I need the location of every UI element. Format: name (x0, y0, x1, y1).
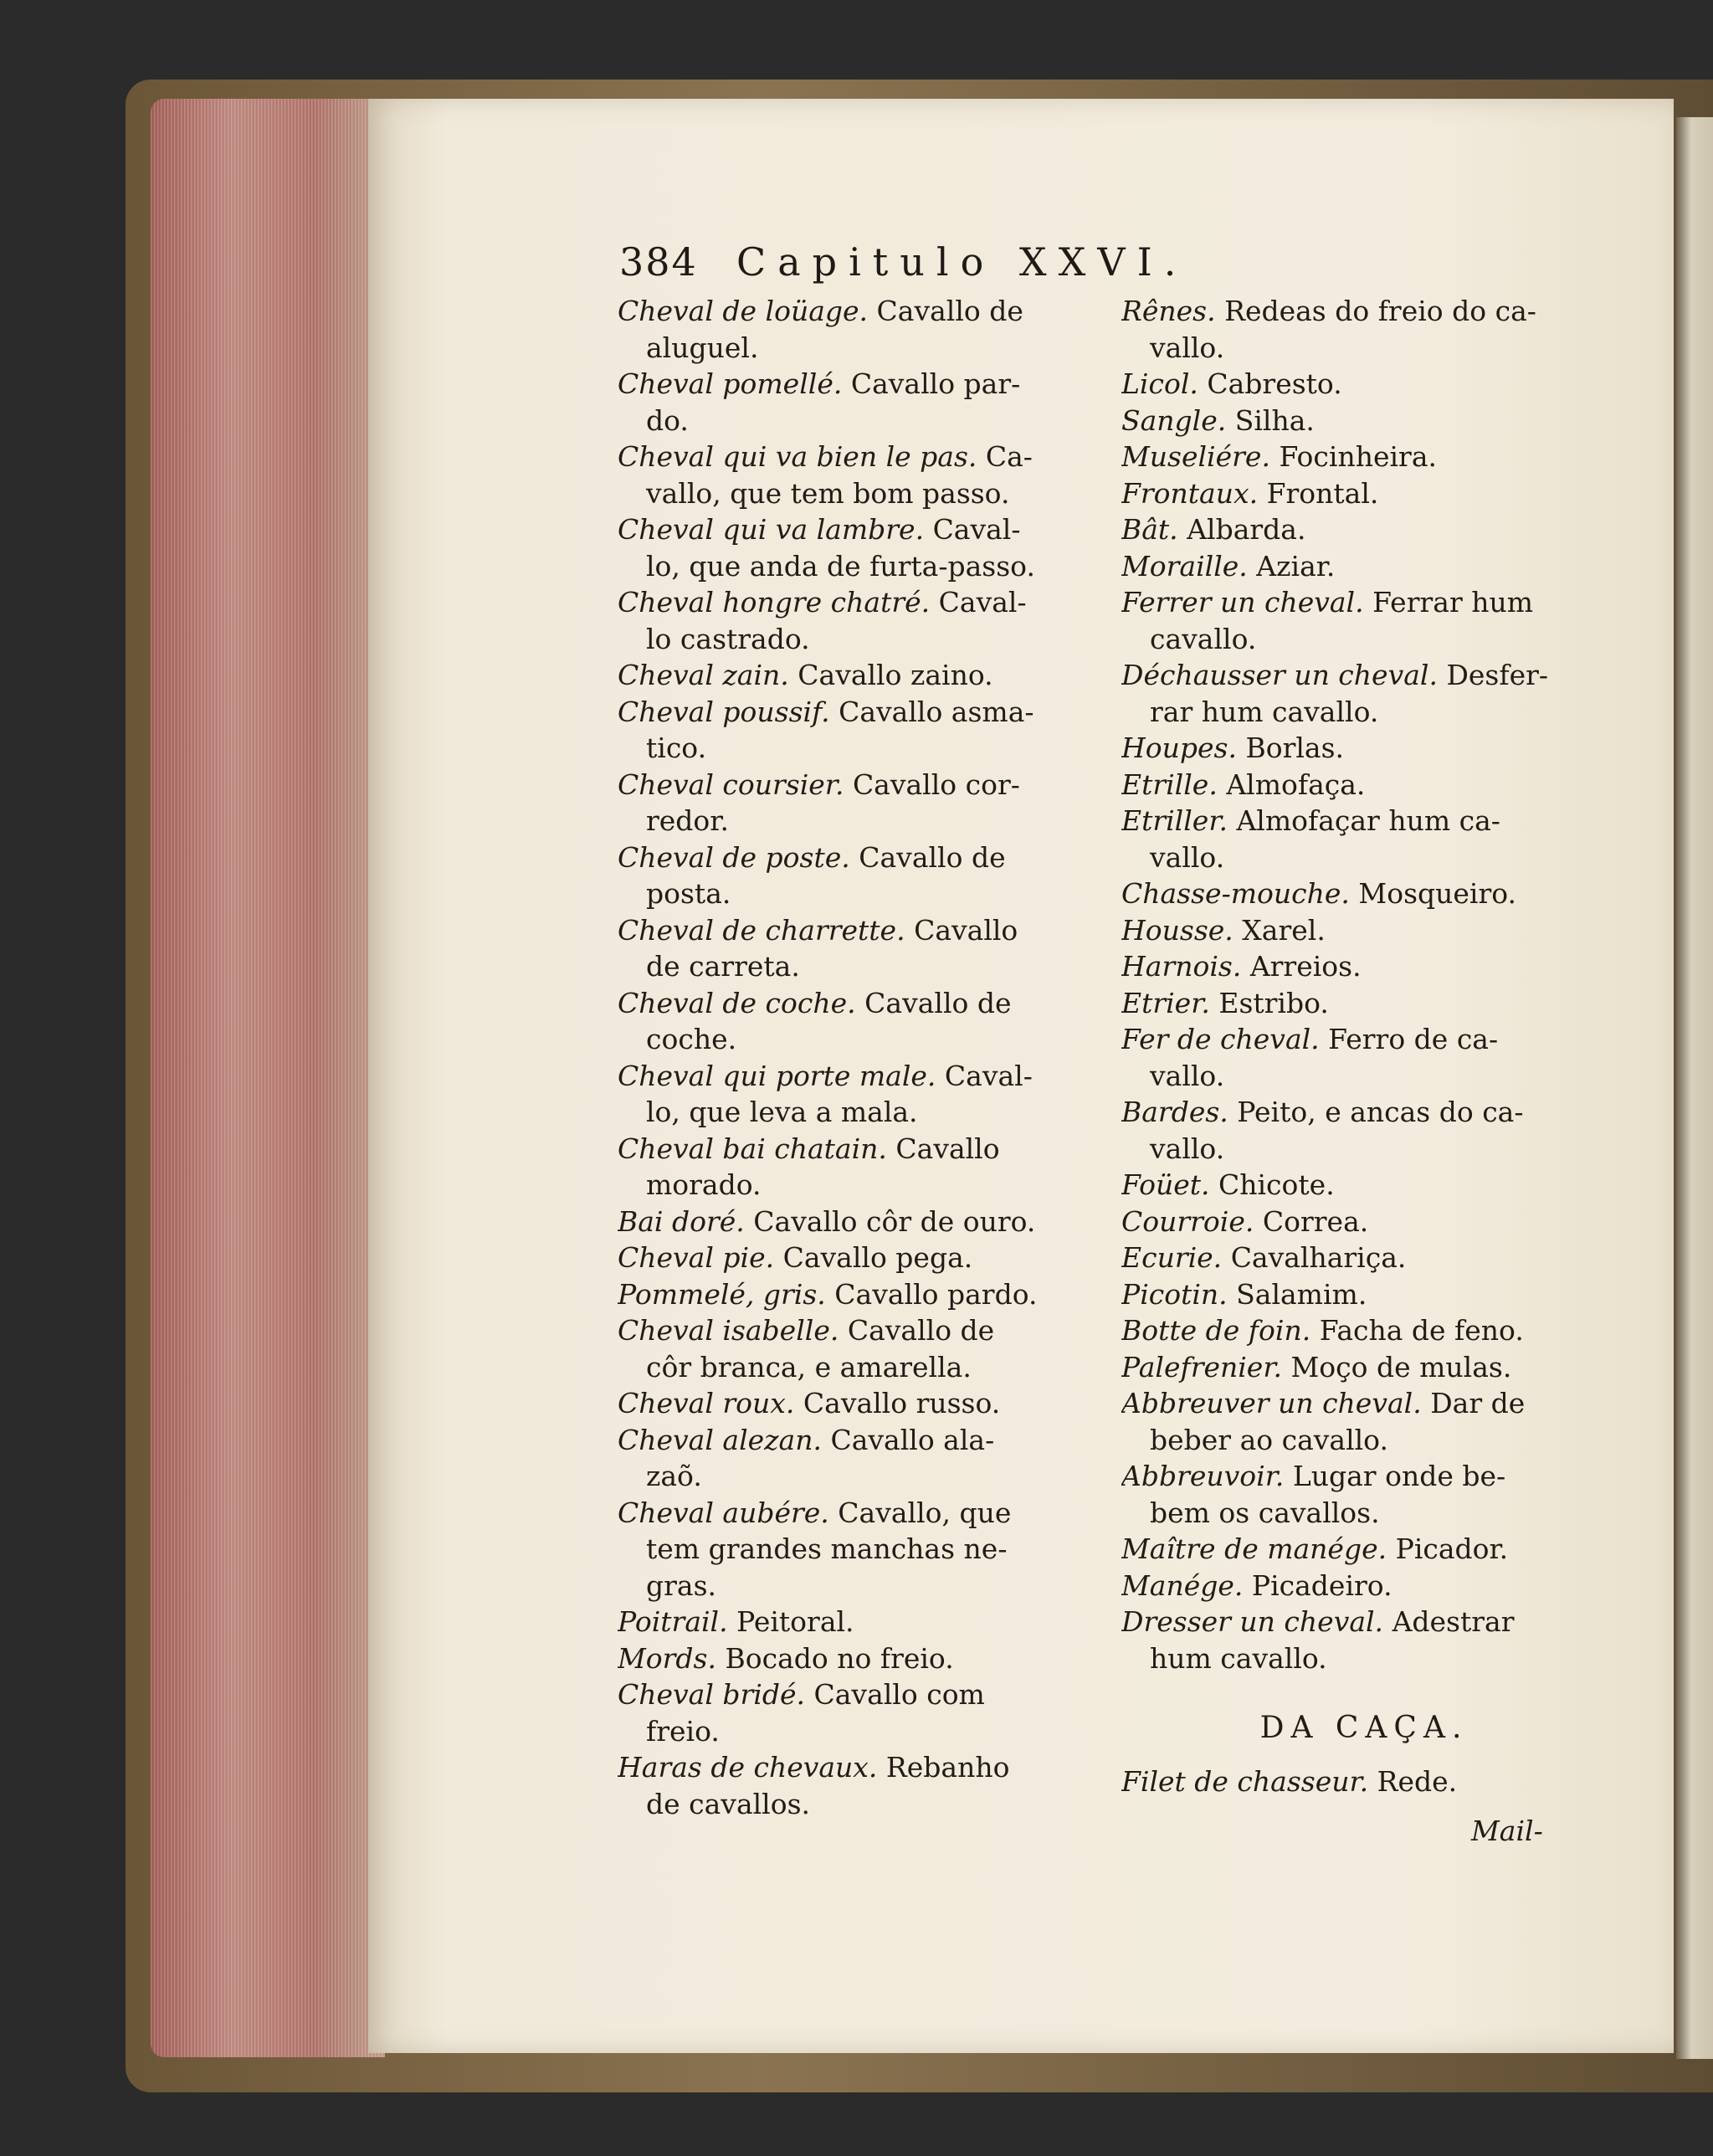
dictionary-entry (1121, 1094, 1573, 1167)
entry-term: Déchausser un cheval. (1121, 659, 1438, 691)
entry-term: Cheval qui porte male. (618, 1059, 936, 1092)
entry-first-line (1121, 1349, 1573, 1386)
entry-definition: Mosqueiro. (1358, 877, 1517, 910)
entry-first-line (1121, 875, 1573, 912)
entry-term: Ecurie. (1121, 1241, 1223, 1274)
entry-term: Bât. (1121, 513, 1178, 546)
entry-first-line (618, 1240, 1086, 1276)
dictionary-entry (1121, 767, 1573, 803)
dictionary-entry (1121, 1763, 1573, 1800)
dictionary-entry (618, 767, 1086, 839)
dictionary-entry (1121, 1385, 1573, 1458)
entry-definition: Ferro de ca- (1328, 1023, 1499, 1055)
dictionary-entry (618, 1676, 1086, 1749)
section-entries (1121, 1763, 1573, 1800)
entry-continuation: cavallo. (1150, 622, 1257, 655)
right-entries (1121, 293, 1573, 1676)
dictionary-entry (1121, 875, 1573, 912)
entry-definition: Estribo. (1218, 986, 1329, 1019)
entry-first-line (618, 912, 1086, 949)
entry-continuation: rar hum cavallo. (1150, 695, 1379, 728)
dictionary-entry (618, 1204, 1086, 1240)
entry-first-line (618, 767, 1086, 803)
entry-term: Cheval bridé. (618, 1678, 805, 1711)
entry-continuation: beber ao cavallo. (1150, 1423, 1388, 1456)
entry-term: Cheval de coche. (618, 986, 856, 1019)
entry-term: Housse. (1121, 913, 1233, 947)
entry-term: Courroie. (1121, 1204, 1254, 1238)
entry-first-line (1121, 1276, 1573, 1313)
entry-term: Cheval de charrette. (618, 913, 905, 947)
entry-first-line (618, 439, 1086, 475)
entry-term: Cheval de loüage. (618, 295, 869, 327)
entry-definition: Bocado no freio. (725, 1641, 954, 1675)
entry-term: Cheval aubére. (618, 1496, 829, 1529)
entry-continuation: côr branca, e amarella. (646, 1350, 972, 1383)
entry-first-line (1121, 475, 1573, 512)
entry-continuation: redor. (646, 804, 729, 837)
dictionary-entry (618, 694, 1086, 767)
entry-definition: Salamim. (1236, 1277, 1367, 1311)
entry-continuation: coche. (646, 1023, 737, 1055)
right-column (1121, 293, 1573, 1799)
entry-definition: Cavallo de (864, 986, 1012, 1019)
entry-term: Bardes. (1121, 1096, 1228, 1128)
entry-term: Poitrail. (618, 1605, 728, 1638)
facing-page-edge (1676, 117, 1713, 2059)
entry-continuation: zaõ. (646, 1460, 702, 1492)
entry-definition: Lugar onde be- (1292, 1460, 1506, 1492)
dictionary-entry (618, 366, 1086, 439)
entry-term: Fer de cheval. (1121, 1023, 1320, 1055)
entry-continuation: do. (646, 403, 689, 437)
dictionary-entry (1121, 1204, 1573, 1240)
entry-definition: Focinheira. (1279, 440, 1437, 473)
entry-term: Filet de chasseur. (1121, 1764, 1369, 1798)
page-number: 384 (619, 239, 698, 285)
entry-first-line (1121, 1021, 1573, 1058)
entry-term: Haras de chevaux. (618, 1751, 878, 1784)
entry-first-line (1121, 366, 1573, 403)
entry-term: Foüet. (1121, 1168, 1210, 1201)
entry-term: Etriller. (1121, 804, 1228, 837)
dictionary-entry (1121, 475, 1573, 512)
entry-definition: Peito, e ancas do ca- (1237, 1096, 1524, 1128)
entry-definition: Caval- (944, 1059, 1033, 1092)
entry-term: Ferrer un cheval. (1121, 586, 1364, 619)
dictionary-entry (1121, 1312, 1573, 1349)
dictionary-entry (618, 1312, 1086, 1385)
dictionary-entry (618, 912, 1086, 985)
entry-term: Etrier. (1121, 986, 1210, 1019)
entry-first-line (1121, 1204, 1573, 1240)
entry-first-line (1121, 1458, 1573, 1495)
dictionary-entry (1121, 1240, 1573, 1276)
entry-continuation: tem grandes manchas ne- (646, 1532, 1008, 1565)
dictionary-entry (1121, 1167, 1573, 1204)
entry-definition: Caval- (932, 513, 1021, 546)
entry-first-line (1121, 1568, 1573, 1604)
entry-first-line (618, 1131, 1086, 1168)
dictionary-entry (618, 1276, 1086, 1313)
entry-definition: Peitoral. (736, 1605, 854, 1638)
entry-definition: Picador. (1395, 1532, 1509, 1565)
entry-definition: Silha. (1234, 403, 1315, 437)
entry-definition: Rede. (1377, 1764, 1458, 1798)
entry-first-line (618, 1495, 1086, 1532)
entry-definition: Arreios. (1249, 950, 1362, 983)
entry-first-line (618, 1312, 1086, 1349)
entry-definition: Cavallo côr de ouro. (753, 1204, 1036, 1238)
entry-first-line (618, 657, 1086, 694)
entry-first-line (1121, 1094, 1573, 1131)
entry-first-line (618, 366, 1086, 403)
entry-continuation: freio. (646, 1714, 720, 1748)
entry-first-line (1121, 948, 1573, 985)
dictionary-entry (1121, 912, 1573, 949)
entry-first-line (1121, 548, 1573, 585)
entry-first-line (618, 1058, 1086, 1095)
entry-term: Etrille. (1121, 767, 1218, 801)
entry-definition: Almofaçar hum ca- (1236, 804, 1500, 837)
entry-term: Palefrenier. (1121, 1350, 1282, 1383)
entry-term: Houpes. (1121, 732, 1237, 764)
dictionary-entry (1121, 511, 1573, 548)
dictionary-entry (618, 839, 1086, 912)
entry-continuation: vallo. (1150, 331, 1225, 364)
entry-first-line (1121, 985, 1573, 1022)
entry-first-line (1121, 1240, 1573, 1276)
entry-term: Cheval qui va lambre. (618, 513, 925, 546)
entry-definition: Cavallo pardo. (834, 1277, 1038, 1311)
dictionary-entry (618, 1058, 1086, 1131)
entry-first-line (1121, 1167, 1573, 1204)
entry-definition: Desfer- (1446, 659, 1549, 691)
entry-definition: Cabresto. (1207, 367, 1342, 400)
entry-continuation: vallo, que tem bom passo. (646, 476, 1010, 510)
entry-term: Picotin. (1121, 1277, 1228, 1311)
entry-definition: Cavallo asma- (839, 695, 1034, 728)
entry-definition: Ferrar hum (1372, 586, 1534, 619)
dictionary-entry (618, 657, 1086, 694)
entry-first-line (1121, 584, 1573, 621)
entry-definition: Cavallo de (847, 1314, 995, 1347)
entry-definition: Ca- (985, 440, 1033, 473)
entry-definition: Xarel. (1242, 913, 1326, 947)
entry-term: Cheval alezan. (618, 1423, 822, 1456)
dictionary-entry (1121, 1568, 1573, 1604)
entry-first-line (1121, 1312, 1573, 1349)
entry-first-line (1121, 912, 1573, 949)
entry-definition: Cavallo zaino. (798, 659, 993, 691)
entry-definition: Dar de (1430, 1387, 1526, 1419)
entry-term: Abbreuvoir. (1121, 1460, 1285, 1492)
entry-continuation: lo castrado. (646, 622, 810, 655)
dictionary-entry (1121, 985, 1573, 1022)
entry-term: Licol. (1121, 367, 1198, 400)
entry-definition: Cavallo cor- (852, 767, 1020, 801)
entry-definition: Redeas do freio do ca- (1224, 295, 1536, 327)
entry-definition: Facha de feno. (1319, 1314, 1524, 1347)
dictionary-entry (618, 1495, 1086, 1604)
entry-definition: Cavallo (914, 913, 1018, 947)
entry-term: Abbreuver un cheval. (1121, 1387, 1422, 1419)
entry-continuation: lo, que anda de furta-passo. (646, 549, 1035, 583)
entry-continuation: posta. (646, 877, 731, 910)
dictionary-entry (618, 293, 1086, 366)
entry-first-line (1121, 1604, 1573, 1640)
entry-term: Cheval coursier. (618, 767, 844, 801)
entry-definition: Aziar. (1256, 549, 1336, 583)
entry-definition: Moço de mulas. (1290, 1350, 1512, 1383)
page-edges (151, 99, 385, 2057)
entry-definition: Albarda. (1187, 513, 1306, 546)
section-heading: DA CAÇA. (1259, 1711, 1469, 1745)
dictionary-entry (618, 1749, 1086, 1822)
entry-term: Manége. (1121, 1568, 1244, 1602)
dictionary-entry (1121, 366, 1573, 403)
entry-term: Cheval hongre chatré. (618, 586, 931, 619)
dictionary-entry (1121, 730, 1573, 767)
entry-first-line (618, 985, 1086, 1022)
entry-definition: Cavallo pega. (782, 1241, 973, 1274)
entry-term: Cheval pie. (618, 1241, 775, 1274)
entry-first-line (618, 1422, 1086, 1459)
entry-first-line (618, 694, 1086, 731)
dictionary-entry (618, 1240, 1086, 1276)
entry-first-line (1121, 1385, 1573, 1422)
entry-definition: Almofaça. (1226, 767, 1366, 801)
entry-continuation: gras. (646, 1568, 716, 1602)
entry-continuation: tico. (646, 732, 707, 764)
dictionary-entry (1121, 948, 1573, 985)
entry-term: Bai doré. (618, 1204, 745, 1238)
left-column (618, 293, 1086, 1822)
entry-first-line (1121, 730, 1573, 767)
entry-term: Maître de manége. (1121, 1532, 1387, 1565)
entry-first-line (618, 293, 1086, 330)
dictionary-entry (1121, 1458, 1573, 1531)
dictionary-entry (618, 1131, 1086, 1204)
entry-continuation: de cavallos. (646, 1787, 811, 1820)
entry-term: Harnois. (1121, 950, 1242, 983)
entry-first-line (618, 511, 1086, 548)
entry-definition: Cavallo par- (850, 367, 1021, 400)
entry-definition: Cavallo ala- (830, 1423, 995, 1456)
entry-first-line (1121, 1531, 1573, 1568)
entry-first-line (1121, 767, 1573, 803)
entry-continuation: lo, que leva a mala. (646, 1096, 918, 1128)
entry-continuation: bem os cavallos. (1150, 1496, 1380, 1529)
catchword: Mail- (1471, 1815, 1543, 1847)
entry-first-line (618, 1676, 1086, 1713)
dictionary-entry (1121, 1276, 1573, 1313)
entry-continuation: vallo. (1150, 840, 1225, 874)
entry-term: Cheval de poste. (618, 840, 850, 874)
entry-term: Mords. (618, 1641, 716, 1675)
entry-term: Cheval poussif. (618, 695, 830, 728)
entry-definition: Cavallo, que (838, 1496, 1012, 1529)
dictionary-entry (618, 985, 1086, 1058)
entry-term: Chasse-mouche. (1121, 877, 1350, 910)
entry-continuation: aluguel. (646, 331, 759, 364)
entry-continuation: vallo. (1150, 1132, 1225, 1165)
entry-first-line (1121, 511, 1573, 548)
entry-definition: Frontal. (1266, 476, 1379, 510)
entry-first-line (618, 1276, 1086, 1313)
dictionary-entry (618, 1604, 1086, 1640)
dictionary-entry (618, 1385, 1086, 1422)
entry-definition: Chicote. (1218, 1168, 1335, 1201)
entry-term: Cheval zain. (618, 659, 789, 691)
entry-term: Moraille. (1121, 549, 1248, 583)
entry-term: Cheval pomellé. (618, 367, 843, 400)
dictionary-entry (618, 439, 1086, 511)
entry-term: Cheval roux. (618, 1387, 795, 1419)
entry-term: Rênes. (1121, 295, 1216, 327)
dictionary-entry (1121, 657, 1573, 730)
entry-definition: Cavallo com (813, 1678, 985, 1711)
entry-first-line (618, 1749, 1086, 1786)
entry-definition: Caval- (938, 586, 1027, 619)
dictionary-entry (1121, 584, 1573, 657)
entry-first-line (618, 1604, 1086, 1640)
entry-definition: Borlas. (1245, 732, 1345, 764)
entry-continuation: vallo. (1150, 1059, 1225, 1092)
entry-first-line (1121, 293, 1573, 330)
entry-definition: Cavallo de (876, 295, 1023, 327)
entry-definition: Rebanho (885, 1751, 1010, 1784)
entry-first-line (618, 1385, 1086, 1422)
dictionary-entry (1121, 1531, 1573, 1568)
entry-definition: Adestrar (1392, 1605, 1515, 1638)
entry-first-line (618, 1640, 1086, 1677)
entry-continuation: morado. (646, 1168, 762, 1201)
dictionary-entry (618, 1422, 1086, 1495)
entry-first-line (1121, 403, 1573, 439)
entry-term: Botte de foin. (1121, 1314, 1311, 1347)
dictionary-entry (1121, 803, 1573, 875)
entry-first-line (618, 1204, 1086, 1240)
dictionary-entry (1121, 439, 1573, 475)
entry-term: Frontaux. (1121, 476, 1259, 510)
entry-first-line (1121, 439, 1573, 475)
entry-continuation: hum cavallo. (1150, 1641, 1327, 1675)
entry-term: Museliére. (1121, 440, 1270, 473)
dictionary-entry (618, 1640, 1086, 1677)
entry-term: Cheval bai chatain. (618, 1132, 887, 1165)
entry-term: Dresser un cheval. (1121, 1605, 1384, 1638)
entry-term: Cheval qui va bien le pas. (618, 440, 977, 473)
entry-definition: Cavallo de (859, 840, 1006, 874)
entry-first-line (618, 839, 1086, 876)
dictionary-entry (618, 511, 1086, 584)
entry-continuation: de carreta. (646, 950, 800, 983)
dictionary-entry (1121, 403, 1573, 439)
entry-definition: Picadeiro. (1251, 1568, 1392, 1602)
entry-definition: Correa. (1262, 1204, 1369, 1238)
dictionary-entry (1121, 1021, 1573, 1094)
entry-first-line (1121, 657, 1573, 694)
dictionary-entry (1121, 1349, 1573, 1386)
dictionary-entry (1121, 1604, 1573, 1676)
page-header (619, 239, 1582, 290)
entry-term: Pommelé, gris. (618, 1277, 826, 1311)
dictionary-entry (1121, 548, 1573, 585)
entry-definition: Cavallo russo. (803, 1387, 1001, 1419)
running-head: Capitulo XXVI. (736, 239, 1188, 285)
entry-term: Cheval isabelle. (618, 1314, 839, 1347)
entry-first-line (1121, 1763, 1573, 1800)
entry-first-line (618, 584, 1086, 621)
entry-first-line (1121, 803, 1573, 839)
dictionary-entry (618, 584, 1086, 657)
entry-term: Sangle. (1121, 403, 1227, 437)
dictionary-entry (1121, 293, 1573, 366)
entry-definition: Cavalhariça. (1230, 1241, 1407, 1274)
entry-definition: Cavallo (895, 1132, 1000, 1165)
